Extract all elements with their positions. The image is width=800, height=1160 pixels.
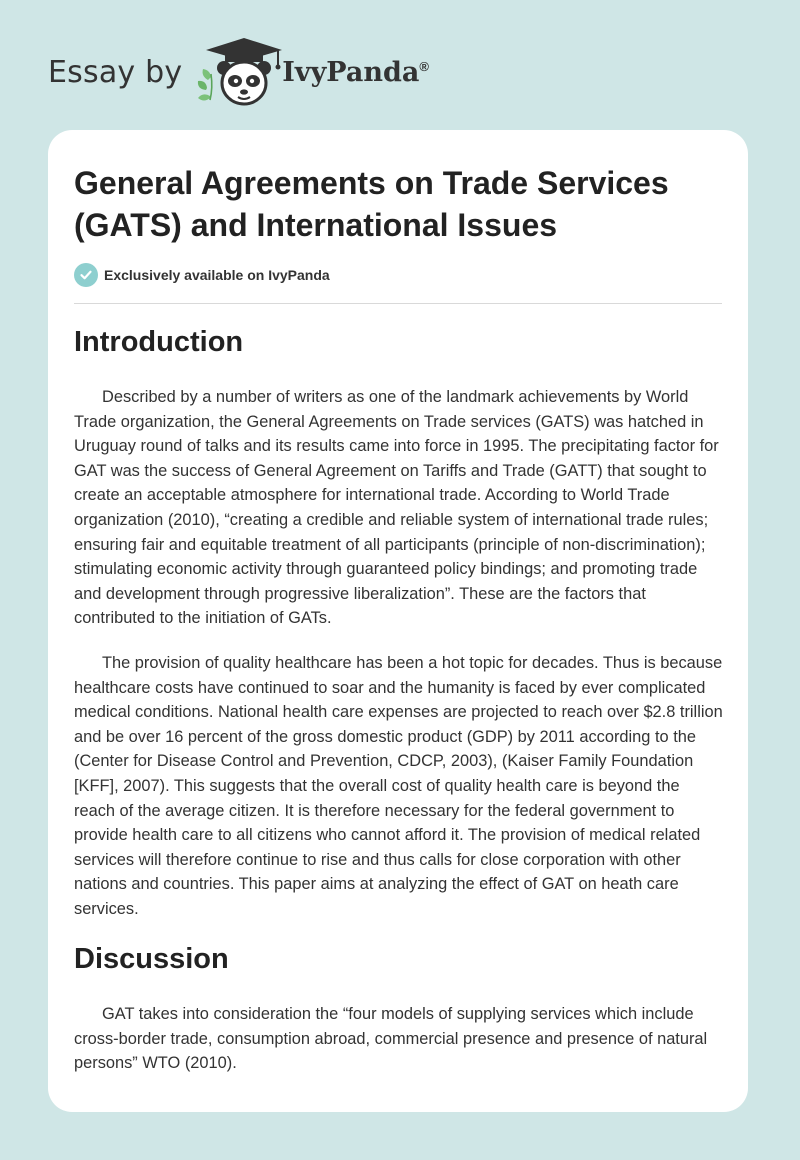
paragraph: The provision of quality healthcare has been a hot topic for decades. Thus is because healthcare costs have continued to soar and the humanity is faced by ever complicated medical conditions. National health care expenses are projected to reach over $2.8 trillion and be over 16 percent of the gross domestic product (GDP) by 2011 according to the (Center for Disease Control and Prevention, CDCP, 2003), (Kaiser Family Foundation [KFF], 2007). This suggests that the overall cost of quality health care is beyond the reach of the average citizen. It is therefore necessary for the federal government to provide health care to all citizens who cannot afford it. The provision of medical related services will therefore continue to rise and thus calls for close corporation with other nations and countries. This paper aims at analyzing the effect of GAT on heath care services.	[74, 654, 723, 918]
brand-prefix: Essay by	[48, 54, 183, 90]
section-heading-introduction: Introduction	[74, 326, 244, 358]
badge-label: Exclusively available on IvyPanda	[104, 267, 330, 283]
section-heading-discussion: Discussion	[74, 943, 229, 975]
paragraph: GAT takes into consideration the “four models of supplying services which include cross-border trade, consumption abroad, commercial presence and presence of natural persons” WTO (2010).	[74, 1005, 708, 1073]
site-header-brand[interactable]	[48, 36, 429, 108]
exclusive-badge	[74, 263, 330, 287]
ivypanda-logo-icon	[194, 36, 286, 108]
checkmark-icon	[74, 263, 98, 287]
paragraph: Described by a number of writers as one of the landmark achievements by World Trade organization, the General Agreements on Trade services (GATS) was hatched in Uruguay round of talks and its results came into force in 1995. The precipitating factor for GAT was the success of General Agreement on Tariffs and Trade (GATT) that sought to create an acceptable atmosphere for international trade. According to World Trade organization (2010), “creating a credible and reliable system of international trade rules; ensuring fair and equitable treatment of all participants (principle of non-discrimination); stimulating economic activity through guaranteed policy bindings; and promoting trade and development through progressive liberalization”. These are the factors that contributed to the initiation of GATs.	[74, 388, 719, 628]
title-divider	[74, 303, 722, 304]
brand-name: IvyPanda®	[282, 56, 429, 88]
article-card	[48, 130, 748, 1112]
page-title: General Agreements on Trade Services (GATS) and International Issues	[74, 165, 669, 243]
